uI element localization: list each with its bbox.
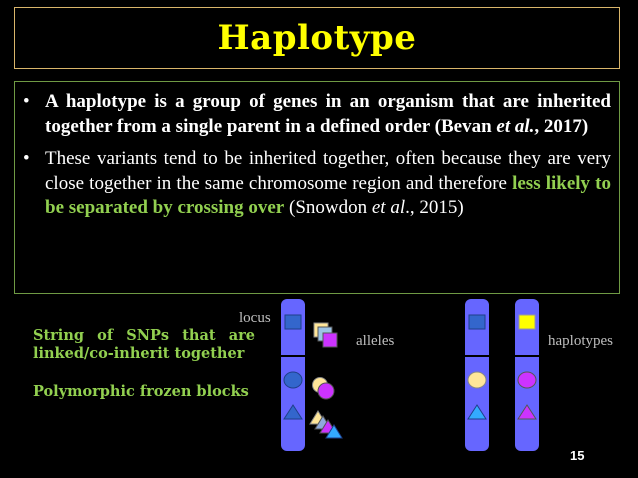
page-number: 15 (570, 448, 585, 463)
allele-triangle-3 (320, 420, 336, 433)
allele-square-2 (318, 327, 332, 341)
haplotype-chromosome-1 (465, 299, 489, 451)
haplotype-1-circle (468, 372, 486, 388)
bullet-1-italic: et al. (496, 115, 535, 137)
bullet-1-text: A haplotype is a group of genes in an organism that are inherited together from a single parent in a defined order (Bevan et al., 2017) (45, 91, 611, 137)
bullet-2 (23, 147, 611, 221)
locus-circle (284, 372, 302, 388)
allele-squares (314, 323, 337, 347)
slide-title: Haplotype (217, 18, 417, 58)
allele-circle-2 (318, 383, 334, 399)
haplotype-2-triangle (518, 405, 536, 419)
locus-label: locus (239, 310, 271, 326)
allele-square-1 (314, 323, 328, 337)
polymorphic-blocks-label: Polymorphic frozen blocks (33, 383, 249, 400)
haplotype-chromosome-2 (515, 299, 539, 451)
haplotype-2-circle (518, 372, 536, 388)
allele-triangles (310, 411, 342, 438)
title-box (14, 7, 620, 69)
bullet-1 (23, 90, 611, 139)
haplotype-1-square (469, 315, 485, 329)
allele-square-3 (323, 333, 337, 347)
allele-circles (313, 378, 335, 400)
chromosome-main (281, 299, 305, 451)
bullet-2-highlight: less likely to be separated by crossing over (45, 172, 611, 218)
bullet-2-italic: et al (371, 197, 406, 218)
allele-circle-1 (313, 378, 328, 393)
haplotype-2-body (515, 299, 539, 451)
haplotype-1-body (465, 299, 489, 451)
snp-string-label: String of SNPs that are linked/co-inherit together (33, 327, 255, 362)
allele-triangle-1 (310, 411, 326, 424)
content-box (14, 81, 620, 294)
haplotypes-label: haplotypes (548, 333, 613, 349)
locus-triangle (284, 405, 302, 419)
haplotype-1-triangle (468, 405, 486, 419)
locus-square (285, 315, 301, 329)
alleles-label: alleles (356, 333, 395, 349)
allele-triangle-2 (315, 416, 331, 429)
haplotype-2-square (519, 315, 535, 329)
bullet-1-marker: • (23, 91, 30, 112)
bullet-2-marker: • (23, 148, 30, 169)
allele-triangle-4 (326, 425, 342, 438)
bullet-2-text: These variants tend to be inherited together, often because they are very close together in the same chromosome region and therefore less likely to be separated by crossing over (Snowdon et al., 2015) (45, 148, 611, 218)
chromosome-main-body (281, 299, 305, 451)
